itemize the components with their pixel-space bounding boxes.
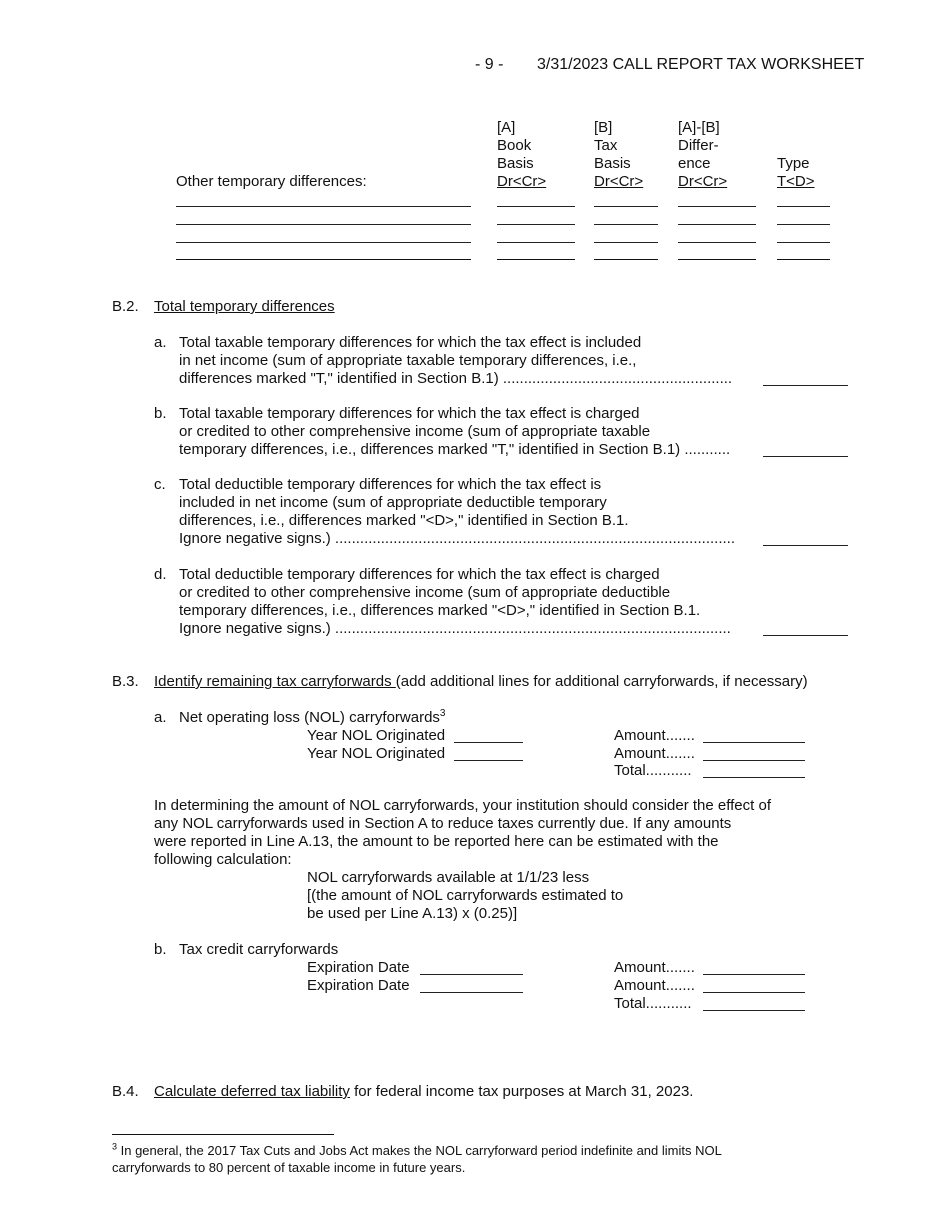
- text-line: Total taxable temporary differences for which the tax effect is included: [179, 334, 642, 351]
- blank-type-line[interactable]: [777, 206, 830, 207]
- text-line: or credited to other comprehensive income (sum of appropriate taxable: [179, 423, 651, 440]
- text-line: Total deductible temporary differences for which the tax effect is: [179, 476, 602, 493]
- column-header-line: Book: [497, 137, 532, 154]
- credit-amount-input-line[interactable]: [703, 974, 805, 975]
- blank-difference-line[interactable]: [678, 259, 756, 260]
- column-header-unit: Dr<Cr>: [497, 173, 547, 190]
- b2-item-c-text: [179, 476, 735, 548]
- column-header-tax-basis: [594, 119, 643, 191]
- nol-amount-label: Amount.......: [614, 727, 695, 744]
- item-letter: b.: [154, 941, 167, 958]
- expiration-date-label: Expiration Date: [307, 977, 410, 994]
- text-line: temporary differences, i.e., differences marked "T," identified in Section B.1) ...........: [179, 441, 731, 458]
- text-line: Total taxable temporary differences for which the tax effect is charged: [179, 405, 640, 422]
- expiration-date-input-line[interactable]: [420, 974, 523, 975]
- text-line: differences, i.e., differences marked "<D>," identified in Section B.1.: [179, 512, 629, 529]
- page-number: - 9 -: [475, 56, 504, 73]
- column-header-line: ence: [678, 155, 711, 172]
- text-line: Total deductible temporary differences for which the tax effect is charged: [179, 566, 660, 583]
- blank-description-line[interactable]: [176, 259, 471, 260]
- item-letter: c.: [154, 476, 166, 493]
- b2-item-d-text: [179, 566, 731, 638]
- nol-amount-label: Amount.......: [614, 745, 695, 762]
- nol-amount-input-line[interactable]: [703, 742, 805, 743]
- section-heading-b4-row: [154, 1083, 693, 1101]
- b2-item-d-answer-line[interactable]: [763, 635, 848, 636]
- text-line: Ignore negative signs.) ................................................................................................: [179, 530, 736, 547]
- column-header-line: [B]: [594, 119, 613, 136]
- blank-book-basis-line[interactable]: [497, 259, 575, 260]
- b2-item-c-answer-line[interactable]: [763, 545, 848, 546]
- column-header-line: [A]: [497, 119, 516, 136]
- credit-amount-label: Amount.......: [614, 959, 695, 976]
- footnote-separator: [112, 1134, 334, 1135]
- column-header-line: Differ-: [678, 137, 719, 154]
- expiration-date-input-line[interactable]: [420, 992, 523, 993]
- blank-book-basis-line[interactable]: [497, 206, 575, 207]
- blank-tax-basis-line[interactable]: [594, 242, 658, 243]
- column-header-difference: [678, 119, 727, 191]
- b2-item-b-answer-line[interactable]: [763, 456, 848, 457]
- footnote-reference: 3: [439, 708, 446, 719]
- column-header-line: Type: [777, 155, 810, 172]
- blank-description-line[interactable]: [176, 242, 471, 243]
- item-letter: d.: [154, 566, 167, 583]
- text-line: [(the amount of NOL carryforwards estimated to: [307, 887, 624, 904]
- section-number-b2: B.2.: [112, 298, 139, 315]
- blank-type-line[interactable]: [777, 242, 830, 243]
- blank-difference-line[interactable]: [678, 224, 756, 225]
- text-line: any NOL carryforwards used in Section A to reduce taxes currently due. If any amounts: [154, 815, 732, 832]
- blank-book-basis-line[interactable]: [497, 242, 575, 243]
- text-line: In general, the 2017 Tax Cuts and Jobs Act makes the NOL carryforward period indefinite and limits NOL: [117, 1143, 722, 1158]
- section-number-b3: B.3.: [112, 673, 139, 690]
- footnote-marker: 3: [112, 1141, 118, 1152]
- expiration-date-label: Expiration Date: [307, 959, 410, 976]
- section-heading-b3-row: [154, 673, 808, 691]
- nol-carryforwards-label-row: [179, 709, 445, 727]
- blank-book-basis-line[interactable]: [497, 224, 575, 225]
- section-heading-b2: Total temporary differences: [154, 298, 335, 315]
- blank-type-line[interactable]: [777, 259, 830, 260]
- column-header-type: [777, 155, 815, 191]
- text-line: were reported in Line A.13, the amount to be reported here can be estimated with the: [154, 833, 719, 850]
- column-header-unit: Dr<Cr>: [594, 173, 644, 190]
- blank-tax-basis-line[interactable]: [594, 206, 658, 207]
- column-header-book-basis: [497, 119, 546, 191]
- text-line: be used per Line A.13) x (0.25)]: [307, 905, 518, 922]
- footnote: [112, 1142, 722, 1176]
- text-line: following calculation:: [154, 851, 292, 868]
- text-line: in net income (sum of appropriate taxable temporary differences, i.e.,: [179, 352, 637, 369]
- blank-difference-line[interactable]: [678, 206, 756, 207]
- section-number-b4: B.4.: [112, 1083, 139, 1100]
- text-line: NOL carryforwards available at 1/1/23 less: [307, 869, 590, 886]
- section-heading-b4: Calculate deferred tax liability: [154, 1083, 350, 1100]
- item-letter: b.: [154, 405, 167, 422]
- b2-item-a-text: [179, 334, 732, 388]
- text-line: temporary differences, i.e., differences marked "<D>," identified in Section B.1.: [179, 602, 701, 619]
- nol-calculation-formula: [307, 869, 623, 923]
- column-header-unit: Dr<Cr>: [678, 173, 728, 190]
- credit-total-input-line[interactable]: [703, 1010, 805, 1011]
- nol-year-input-line[interactable]: [454, 760, 523, 761]
- column-header-line: Basis: [594, 155, 631, 172]
- blank-description-line[interactable]: [176, 206, 471, 207]
- blank-difference-line[interactable]: [678, 242, 756, 243]
- credit-amount-label: Amount.......: [614, 977, 695, 994]
- b2-item-b-text: [179, 405, 730, 459]
- tax-credit-carryforwards-label: Tax credit carryforwards: [179, 941, 339, 958]
- column-header-line: Basis: [497, 155, 534, 172]
- section-heading-b3: Identify remaining tax carryforwards: [154, 673, 396, 690]
- credit-amount-input-line[interactable]: [703, 992, 805, 993]
- nol-amount-input-line[interactable]: [703, 760, 805, 761]
- b2-item-a-answer-line[interactable]: [763, 385, 848, 386]
- column-header-unit: T<D>: [777, 173, 815, 190]
- section-heading-b4-rest: for federal income tax purposes at March 31, 2023.: [349, 1083, 694, 1100]
- text-line: Ignore negative signs.) ...............................................................................................: [179, 620, 731, 637]
- blank-tax-basis-line[interactable]: [594, 259, 658, 260]
- nol-year-label: Year NOL Originated: [307, 727, 446, 744]
- text-line: In determining the amount of NOL carryforwards, your institution should consider the effect of: [154, 797, 771, 814]
- blank-description-line[interactable]: [176, 224, 471, 225]
- blank-tax-basis-line[interactable]: [594, 224, 658, 225]
- text-line: differences marked "T," identified in Section B.1) .......................................................: [179, 370, 733, 387]
- text-line: carryforwards to 80 percent of taxable income in future years.: [112, 1160, 466, 1175]
- nol-total-label: Total...........: [614, 762, 692, 779]
- column-header-line: [A]-[B]: [678, 119, 720, 136]
- text-line: or credited to other comprehensive income (sum of appropriate deductible: [179, 584, 671, 601]
- other-temporary-differences-label: Other temporary differences:: [176, 173, 367, 190]
- nol-year-input-line[interactable]: [454, 742, 523, 743]
- nol-explanation-paragraph: [154, 797, 771, 869]
- section-heading-b3-rest: (add additional lines for additional carryforwards, if necessary): [395, 673, 808, 690]
- page-title: 3/31/2023 CALL REPORT TAX WORKSHEET: [537, 56, 865, 73]
- nol-carryforwards-label: Net operating loss (NOL) carryforwards: [179, 709, 440, 726]
- item-letter: a.: [154, 334, 167, 351]
- nol-year-label: Year NOL Originated: [307, 745, 446, 762]
- text-line: included in net income (sum of appropriate deductible temporary: [179, 494, 607, 511]
- blank-type-line[interactable]: [777, 224, 830, 225]
- item-letter: a.: [154, 709, 167, 726]
- nol-total-input-line[interactable]: [703, 777, 805, 778]
- credit-total-label: Total...........: [614, 995, 692, 1012]
- column-header-line: Tax: [594, 137, 618, 154]
